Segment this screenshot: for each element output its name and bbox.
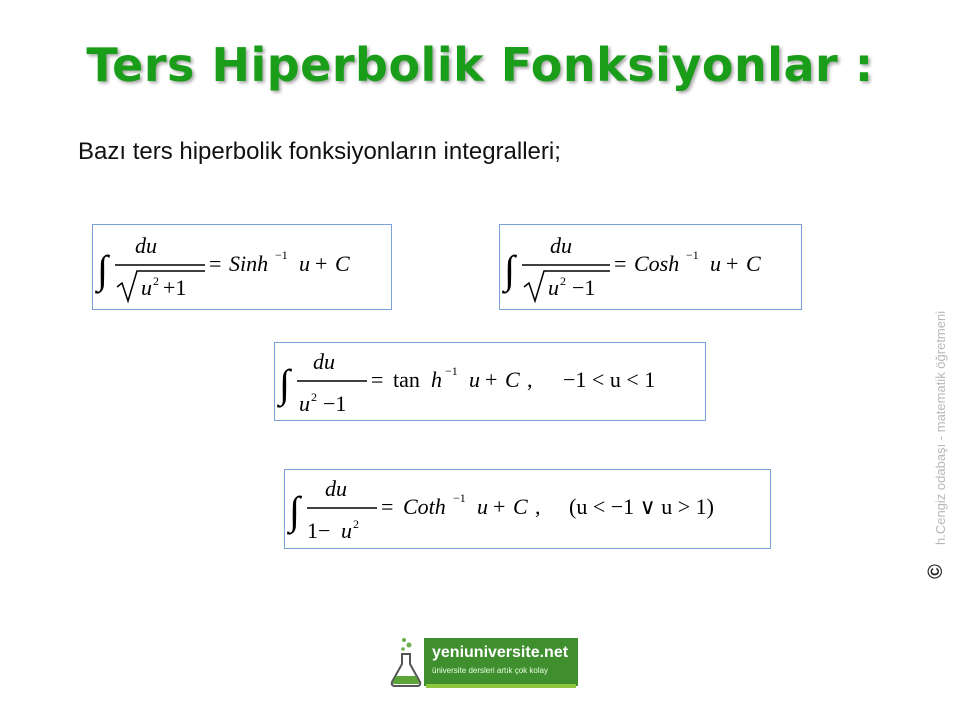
svg-text:Cosh: Cosh (634, 251, 680, 276)
svg-text:−1: −1 (453, 491, 466, 505)
svg-text:Coth: Coth (403, 494, 446, 519)
copyright-icon: © (924, 564, 947, 579)
formula-sinh (92, 224, 392, 310)
formula-cosh (499, 224, 802, 310)
tanh-condition: −1 < u < 1 (563, 367, 656, 392)
svg-text:u: u (477, 494, 488, 519)
svg-text:du: du (550, 233, 572, 258)
svg-text:u: u (299, 391, 310, 416)
logo-tagline: üniversite dersleri artık çok kolay (432, 666, 549, 675)
svg-text:h: h (431, 367, 442, 392)
formula-coth (284, 469, 771, 549)
svg-text:Sinh: Sinh (229, 251, 269, 276)
logo-name: yeniuniversite.net (432, 644, 569, 661)
svg-text:u: u (469, 367, 480, 392)
svg-text:−1: −1 (445, 364, 458, 378)
svg-text:−1: −1 (572, 275, 596, 300)
logo-banner (424, 638, 578, 686)
svg-text:C: C (746, 251, 761, 276)
svg-text:2: 2 (560, 274, 566, 288)
svg-text:,: , (535, 494, 541, 519)
svg-text:∫: ∫ (289, 488, 300, 533)
svg-text:−1: −1 (275, 248, 288, 262)
svg-text:=: = (371, 367, 384, 392)
svg-text:u: u (710, 251, 721, 276)
site-logo[interactable] (390, 636, 578, 688)
svg-text:u: u (299, 251, 310, 276)
page-title: Ters Hiperbolik Fonksiyonlar : (86, 38, 874, 92)
svg-text:u: u (341, 518, 352, 543)
svg-text:u: u (141, 275, 152, 300)
svg-text:2: 2 (153, 274, 159, 288)
svg-text:du: du (135, 233, 157, 258)
svg-text:∫: ∫ (504, 247, 515, 292)
svg-text:du: du (325, 476, 347, 501)
svg-text:+: + (315, 251, 328, 276)
svg-text:tan: tan (393, 367, 420, 392)
svg-text:=: = (209, 251, 222, 276)
svg-text:2: 2 (311, 390, 317, 404)
svg-text:∫: ∫ (97, 247, 108, 292)
coth-condition: (u < −1 ∨ u > 1) (569, 494, 714, 519)
svg-text:−1: −1 (686, 248, 699, 262)
svg-text:∫: ∫ (279, 361, 290, 406)
svg-text:+: + (485, 367, 498, 392)
svg-text:2: 2 (353, 517, 359, 531)
svg-text:,: , (527, 367, 533, 392)
subtitle: Bazı ters hiperbolik fonksiyonların integralleri; (78, 138, 561, 165)
svg-text:u: u (548, 275, 559, 300)
formula-tanh (274, 342, 706, 421)
svg-text:1−: 1− (307, 518, 331, 543)
logo-underline (426, 684, 576, 688)
svg-text:C: C (335, 251, 350, 276)
svg-text:=: = (614, 251, 627, 276)
svg-text:C: C (513, 494, 528, 519)
svg-text:+: + (726, 251, 739, 276)
svg-text:C: C (505, 367, 520, 392)
svg-text:=: = (381, 494, 394, 519)
svg-text:+: + (493, 494, 506, 519)
flask-icon (390, 636, 424, 688)
svg-text:+1: +1 (163, 275, 187, 300)
author-watermark: h.Cengiz odabaşı - matematik öğretmeni (933, 310, 948, 545)
svg-text:−1: −1 (323, 391, 347, 416)
svg-text:du: du (313, 349, 335, 374)
